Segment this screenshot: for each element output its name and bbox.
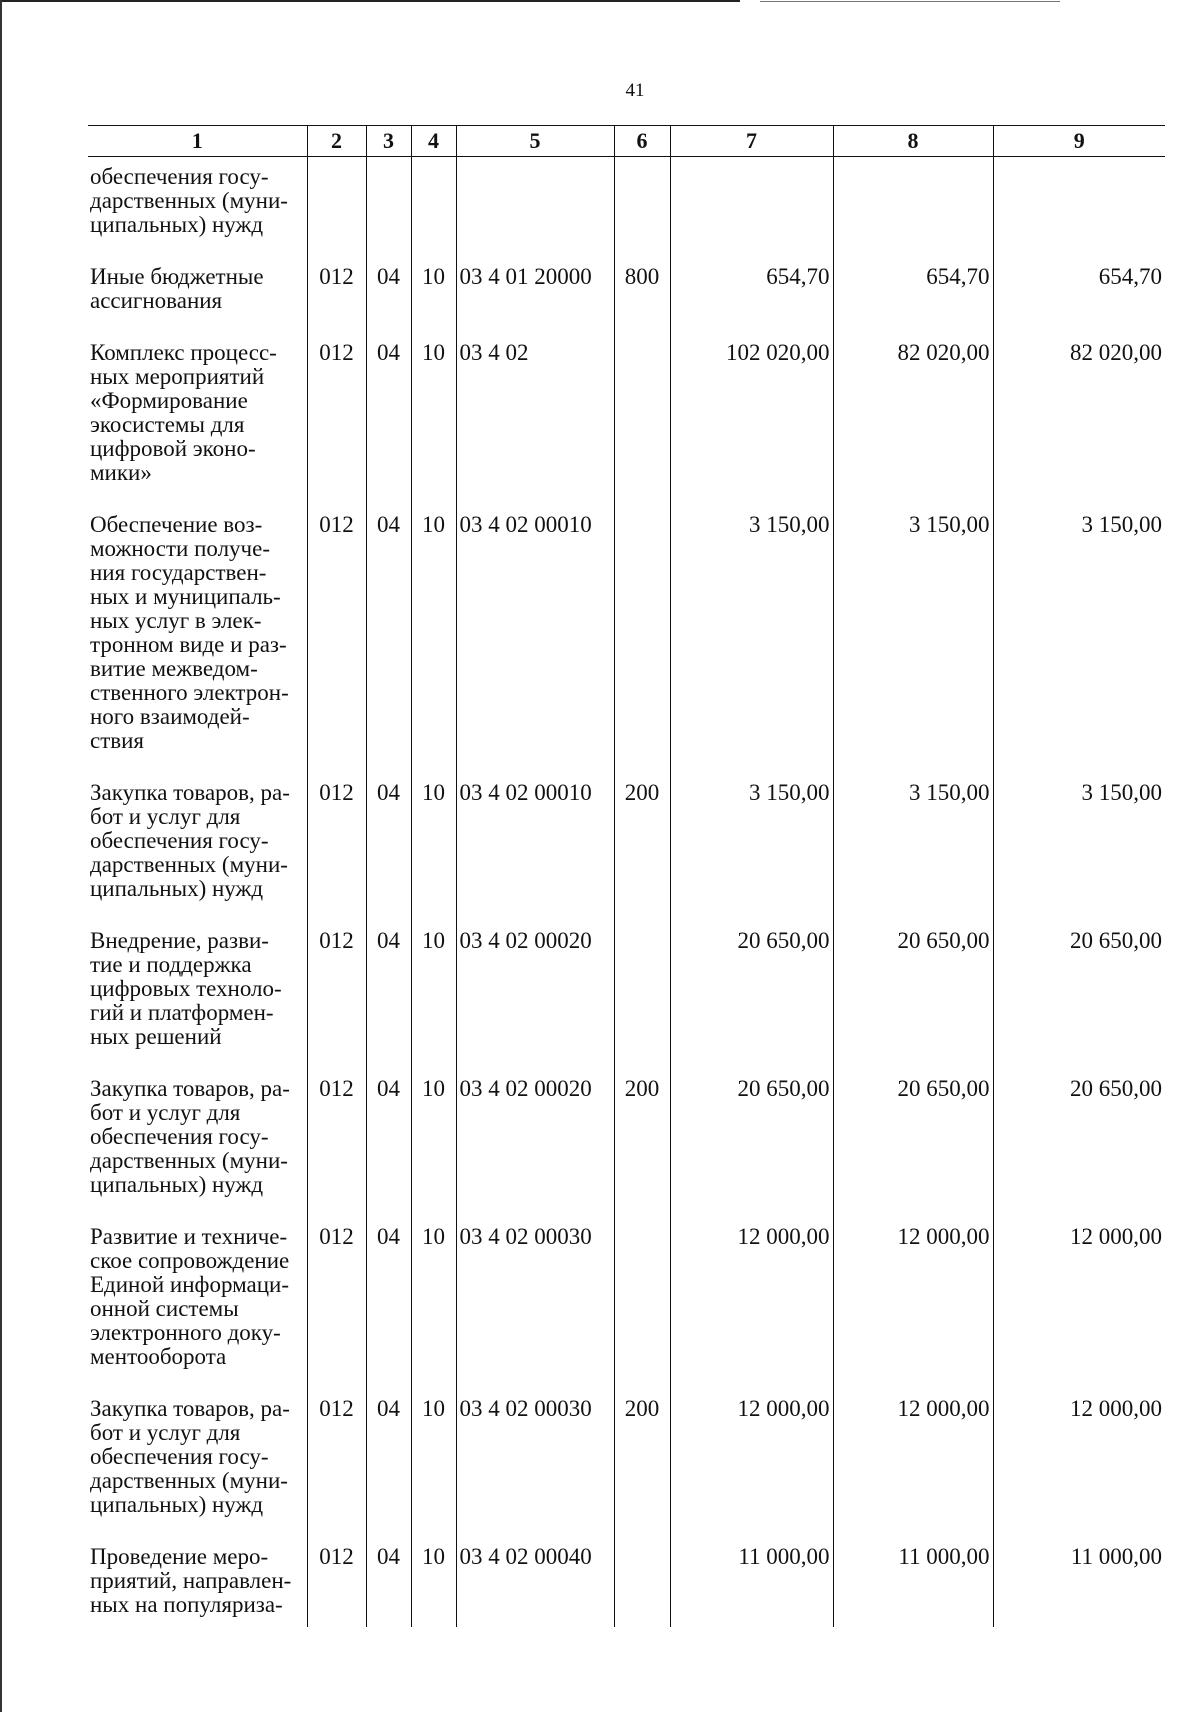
cell-grbs-code: 012 xyxy=(307,333,366,505)
item-name-line: ципальных) нужд xyxy=(90,1172,264,1197)
item-name-line: гий и платформен- xyxy=(90,1000,274,1025)
cell-expense-type: 200 xyxy=(614,1069,670,1217)
item-name-line: электронного доку- xyxy=(90,1320,281,1345)
item-name-line: мики» xyxy=(90,460,152,485)
item-name-line: тие и поддержка xyxy=(90,952,252,977)
cell-grbs-code: 012 xyxy=(307,1217,366,1389)
item-name-line: «Формирование xyxy=(90,388,248,413)
cell-subsection-code: 10 xyxy=(411,773,456,921)
cell-amount-year1: 3 150,00 xyxy=(670,505,833,773)
cell-item-name xyxy=(88,773,307,921)
table-row xyxy=(88,1389,1165,1537)
cell-amount-year3: 20 650,00 xyxy=(993,1069,1165,1217)
cell-section-code: 04 xyxy=(366,1217,411,1389)
item-name-line: ствия xyxy=(90,728,145,753)
cell-amount-year2: 3 150,00 xyxy=(833,505,993,773)
item-name-line: ципальных) нужд xyxy=(90,876,264,901)
item-name-line: Развитие и техниче- xyxy=(90,1224,288,1249)
cell-target-article xyxy=(456,157,614,258)
cell-section-code: 04 xyxy=(366,1389,411,1537)
item-name-line: Иные бюджетные xyxy=(90,264,264,289)
item-name-line: Проведение меро- xyxy=(90,1544,269,1569)
item-name-line: ного взаимодей- xyxy=(90,704,250,729)
column-header: 3 xyxy=(366,126,411,157)
item-name-line: Единой информаци- xyxy=(90,1272,289,1297)
header-row xyxy=(88,126,1165,157)
cell-subsection-code: 10 xyxy=(411,1537,456,1627)
cell-amount-year3: 654,70 xyxy=(993,257,1165,333)
cell-amount-year3: 3 150,00 xyxy=(993,773,1165,921)
item-name-line: Закупка товаров, ра- xyxy=(90,1396,290,1421)
column-header: 2 xyxy=(307,126,366,157)
item-name-line: Комплекс процесс- xyxy=(90,340,277,365)
cell-grbs-code: 012 xyxy=(307,257,366,333)
cell-grbs-code: 012 xyxy=(307,505,366,773)
item-name-line: дарственных (муни- xyxy=(90,1468,288,1493)
cell-section-code: 04 xyxy=(366,1537,411,1627)
cell-amount-year2: 11 000,00 xyxy=(833,1537,993,1627)
item-name-line: Внедрение, разви- xyxy=(90,928,269,953)
cell-grbs-code: 012 xyxy=(307,773,366,921)
item-name-line: ственного электрон- xyxy=(90,680,289,705)
cell-amount-year3 xyxy=(993,157,1165,258)
column-header: 6 xyxy=(614,126,670,157)
item-name-line: дарственных (муни- xyxy=(90,188,288,213)
item-name-line: ципальных) нужд xyxy=(90,212,264,237)
item-name-line: бот и услуг для xyxy=(90,1420,241,1445)
cell-subsection-code: 10 xyxy=(411,1217,456,1389)
cell-section-code: 04 xyxy=(366,773,411,921)
cell-amount-year2: 20 650,00 xyxy=(833,1069,993,1217)
item-name-line: обеспечения госу- xyxy=(90,1124,269,1149)
item-name-line: ассигнования xyxy=(90,288,223,313)
cell-subsection-code: 10 xyxy=(411,333,456,505)
item-name-line: дарственных (муни- xyxy=(90,1148,288,1173)
cell-section-code: 04 xyxy=(366,1069,411,1217)
item-name-line: обеспечения госу- xyxy=(90,828,269,853)
table-row xyxy=(88,333,1165,505)
cell-amount-year2: 82 020,00 xyxy=(833,333,993,505)
cell-section-code xyxy=(366,157,411,258)
table-row xyxy=(88,505,1165,773)
cell-amount-year1: 3 150,00 xyxy=(670,773,833,921)
cell-target-article: 03 4 02 00010 xyxy=(456,773,614,921)
item-name-line: ментооборота xyxy=(90,1344,227,1369)
table-row xyxy=(88,1217,1165,1389)
column-header: 5 xyxy=(456,126,614,157)
item-name-line: Закупка товаров, ра- xyxy=(90,1076,290,1101)
cell-expense-type: 200 xyxy=(614,773,670,921)
cell-item-name xyxy=(88,157,307,258)
cell-target-article: 03 4 02 00030 xyxy=(456,1389,614,1537)
cell-amount-year1: 20 650,00 xyxy=(670,1069,833,1217)
item-name-line: онной системы xyxy=(90,1296,239,1321)
cell-amount-year3: 12 000,00 xyxy=(993,1217,1165,1389)
table-row xyxy=(88,773,1165,921)
item-name-line: витие межведом- xyxy=(90,656,258,681)
cell-amount-year3: 82 020,00 xyxy=(993,333,1165,505)
cell-target-article: 03 4 02 00010 xyxy=(456,505,614,773)
cell-section-code: 04 xyxy=(366,257,411,333)
item-name-line: ных на популяриза- xyxy=(90,1592,283,1617)
table-row xyxy=(88,921,1165,1069)
cell-amount-year1: 654,70 xyxy=(670,257,833,333)
cell-amount-year1: 102 020,00 xyxy=(670,333,833,505)
cell-item-name xyxy=(88,1389,307,1537)
scan-edge-top-faint xyxy=(760,1,1060,2)
cell-subsection-code: 10 xyxy=(411,257,456,333)
page-number: 41 xyxy=(625,80,645,101)
scan-edge-left xyxy=(0,0,2,1712)
cell-amount-year3: 11 000,00 xyxy=(993,1537,1165,1627)
cell-amount-year3: 3 150,00 xyxy=(993,505,1165,773)
cell-item-name xyxy=(88,333,307,505)
scan-edge-top xyxy=(0,0,740,2)
cell-subsection-code: 10 xyxy=(411,1069,456,1217)
item-name-line: ных и муниципаль- xyxy=(90,584,281,609)
cell-item-name xyxy=(88,505,307,773)
item-name-line: цифровой эконо- xyxy=(90,436,256,461)
cell-item-name xyxy=(88,921,307,1069)
table-row xyxy=(88,1537,1165,1627)
cell-target-article: 03 4 02 00020 xyxy=(456,921,614,1069)
cell-grbs-code: 012 xyxy=(307,1537,366,1627)
cell-item-name xyxy=(88,1069,307,1217)
cell-amount-year2: 654,70 xyxy=(833,257,993,333)
item-name-line: бот и услуг для xyxy=(90,804,241,829)
item-name-line: Обеспечение воз- xyxy=(90,512,263,537)
cell-section-code: 04 xyxy=(366,505,411,773)
cell-expense-type: 200 xyxy=(614,1389,670,1537)
column-header: 8 xyxy=(833,126,993,157)
cell-amount-year1: 11 000,00 xyxy=(670,1537,833,1627)
item-name-line: тронном виде и раз- xyxy=(90,632,287,657)
cell-section-code: 04 xyxy=(366,333,411,505)
cell-subsection-code: 10 xyxy=(411,1389,456,1537)
cell-amount-year3: 20 650,00 xyxy=(993,921,1165,1069)
table-row xyxy=(88,257,1165,333)
item-name-line: ское сопровождение xyxy=(90,1248,290,1273)
table-body xyxy=(88,157,1165,1628)
cell-expense-type xyxy=(614,1537,670,1627)
cell-target-article: 03 4 02 00030 xyxy=(456,1217,614,1389)
cell-section-code: 04 xyxy=(366,921,411,1069)
item-name-line: ных услуг в элек- xyxy=(90,608,262,633)
cell-grbs-code: 012 xyxy=(307,1389,366,1537)
table-row xyxy=(88,157,1165,258)
cell-target-article: 03 4 02 00020 xyxy=(456,1069,614,1217)
item-name-line: дарственных (муни- xyxy=(90,852,288,877)
cell-amount-year2: 20 650,00 xyxy=(833,921,993,1069)
cell-target-article: 03 4 02 00040 xyxy=(456,1537,614,1627)
column-header: 4 xyxy=(411,126,456,157)
item-name-line: обеспечения госу- xyxy=(90,164,269,189)
item-name-line: приятий, направлен- xyxy=(90,1568,292,1593)
cell-subsection-code: 10 xyxy=(411,921,456,1069)
cell-expense-type: 800 xyxy=(614,257,670,333)
cell-grbs-code xyxy=(307,157,366,258)
cell-amount-year1: 12 000,00 xyxy=(670,1217,833,1389)
cell-subsection-code xyxy=(411,157,456,258)
item-name-line: ния государствен- xyxy=(90,560,267,585)
cell-expense-type xyxy=(614,157,670,258)
column-header: 7 xyxy=(670,126,833,157)
cell-expense-type xyxy=(614,921,670,1069)
item-name-line: ных решений xyxy=(90,1024,222,1049)
cell-item-name xyxy=(88,257,307,333)
table-row xyxy=(88,1069,1165,1217)
cell-item-name xyxy=(88,1217,307,1389)
item-name-line: цифровых техноло- xyxy=(90,976,282,1001)
cell-item-name xyxy=(88,1537,307,1627)
cell-target-article: 03 4 01 20000 xyxy=(456,257,614,333)
cell-target-article: 03 4 02 xyxy=(456,333,614,505)
cell-amount-year1: 12 000,00 xyxy=(670,1389,833,1537)
cell-expense-type xyxy=(614,505,670,773)
column-header: 1 xyxy=(88,126,307,157)
cell-grbs-code: 012 xyxy=(307,1069,366,1217)
column-header: 9 xyxy=(993,126,1165,157)
cell-amount-year1: 20 650,00 xyxy=(670,921,833,1069)
item-name-line: экосистемы для xyxy=(90,412,245,437)
cell-subsection-code: 10 xyxy=(411,505,456,773)
item-name-line: ципальных) нужд xyxy=(90,1492,264,1517)
cell-amount-year2: 3 150,00 xyxy=(833,773,993,921)
item-name-line: обеспечения госу- xyxy=(90,1444,269,1469)
cell-amount-year2: 12 000,00 xyxy=(833,1389,993,1537)
cell-expense-type xyxy=(614,333,670,505)
cell-amount-year2: 12 000,00 xyxy=(833,1217,993,1389)
cell-amount-year1 xyxy=(670,157,833,258)
cell-expense-type xyxy=(614,1217,670,1389)
cell-amount-year3: 12 000,00 xyxy=(993,1389,1165,1537)
cell-grbs-code: 012 xyxy=(307,921,366,1069)
item-name-line: Закупка товаров, ра- xyxy=(90,780,290,805)
cell-amount-year2 xyxy=(833,157,993,258)
budget-table xyxy=(88,125,1165,1627)
item-name-line: бот и услуг для xyxy=(90,1100,241,1125)
item-name-line: можности получе- xyxy=(90,536,270,561)
item-name-line: ных мероприятий xyxy=(90,364,265,389)
